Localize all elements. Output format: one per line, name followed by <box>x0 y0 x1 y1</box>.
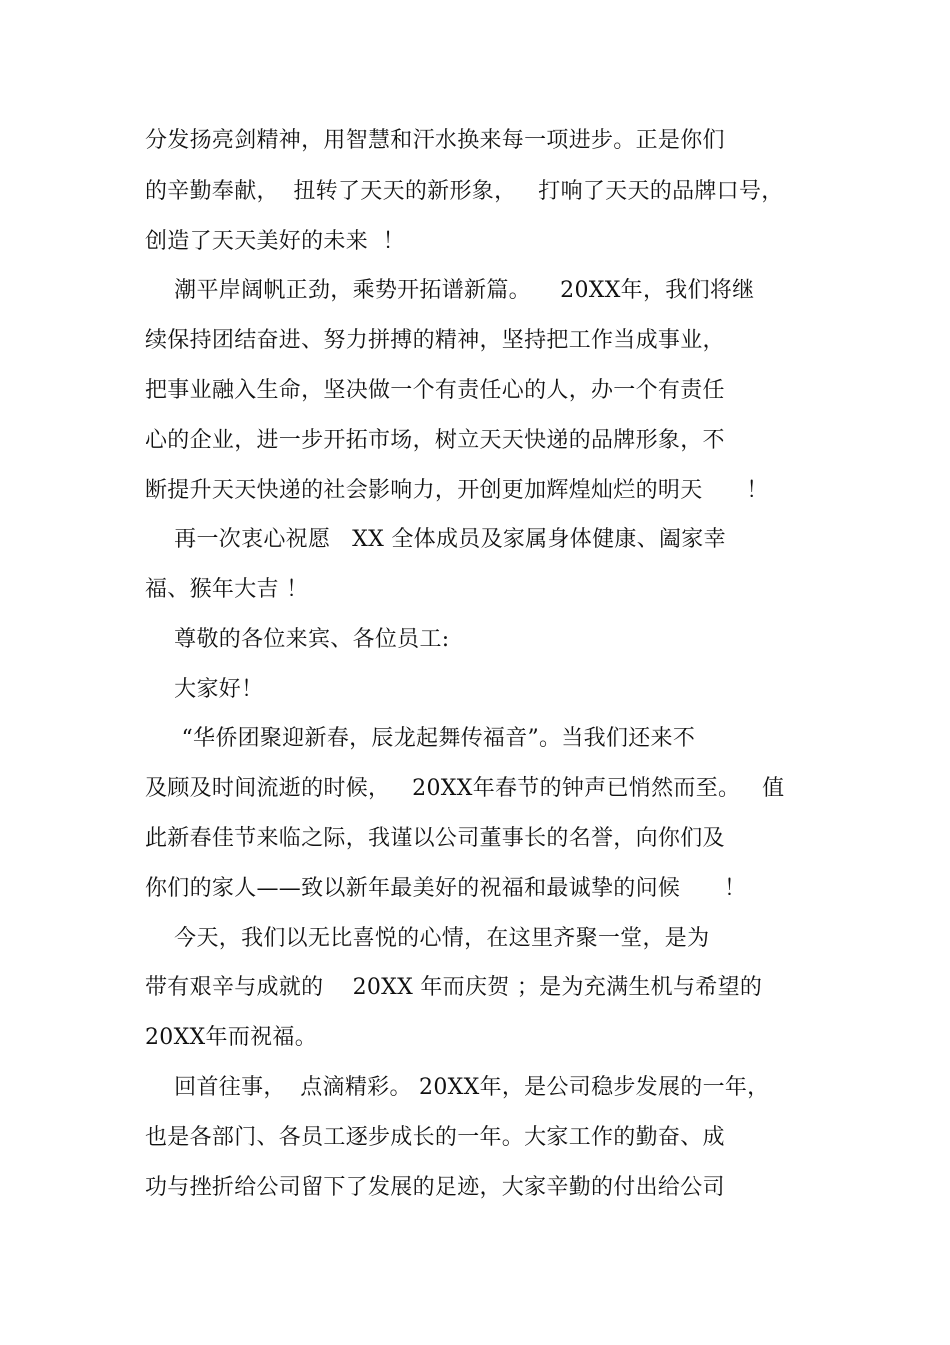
text-line-4: 潮平岸阔帆正劲，乘势开拓谱新篇。 20XX年，我们将继 <box>145 278 755 303</box>
text-line-11: 尊敬的各位来宾、各位员工: <box>145 627 450 652</box>
text-line-12: 大家好！ <box>145 677 264 702</box>
text-line-6: 把事业融入生命，坚决做一个有责任心的人，办一个有责任 <box>145 378 725 403</box>
text-line-9: 再一次衷心祝愿 XX 全体成员及家属身体健康、阖家幸 <box>145 527 726 552</box>
text-line-19: 20XX年而祝福。 <box>145 1025 318 1050</box>
text-line-5: 续保持团结奋进、努力拼搏的精神，坚持把工作当成事业， <box>145 328 725 353</box>
text-line-13: “华侨团聚迎新春，辰龙起舞传福音”。当我们还来不 <box>145 726 696 751</box>
text-line-1: 分发扬亮剑精神，用智慧和汗水换来每一项进步。正是你们 <box>145 128 725 153</box>
text-line-2: 的辛勤奉献， 扭转了天天的新形象， 打响了天天的品牌口号， <box>145 179 784 204</box>
text-line-10: 福、猴年大吉 ！ <box>145 577 309 602</box>
text-line-17: 今天，我们以无比喜悦的心情，在这里齐聚一堂，是为 <box>145 926 710 951</box>
text-line-16: 你们的家人——致以新年最美好的祝福和最诚挚的问候 ！ <box>145 876 747 901</box>
text-line-3: 创造了天天美好的未来 ！ <box>145 229 405 254</box>
text-line-15: 此新春佳节来临之际，我谨以公司董事长的名誉，向你们及 <box>145 826 725 851</box>
text-line-21: 也是各部门、各员工逐步成长的一年。大家工作的勤奋、成 <box>145 1125 725 1150</box>
text-line-18: 带有艰辛与成就的 20XX 年而庆贺 ；是为充满生机与希望的 <box>145 975 763 1000</box>
text-line-20: 回首往事， 点滴精彩。 20XX年，是公司稳步发展的一年， <box>145 1075 770 1100</box>
text-line-14: 及顾及时间流逝的时候， 20XX年春节的钟声已悄然而至。 值 <box>145 776 785 801</box>
text-line-22: 功与挫折给公司留下了发展的足迹，大家辛勤的付出给公司 <box>145 1175 725 1200</box>
text-line-7: 心的企业，进一步开拓市场，树立天天快递的品牌形象，不 <box>145 428 725 453</box>
text-line-8: 断提升天天快递的社会影响力，开创更加辉煌灿烂的明天 ！ <box>145 478 769 503</box>
